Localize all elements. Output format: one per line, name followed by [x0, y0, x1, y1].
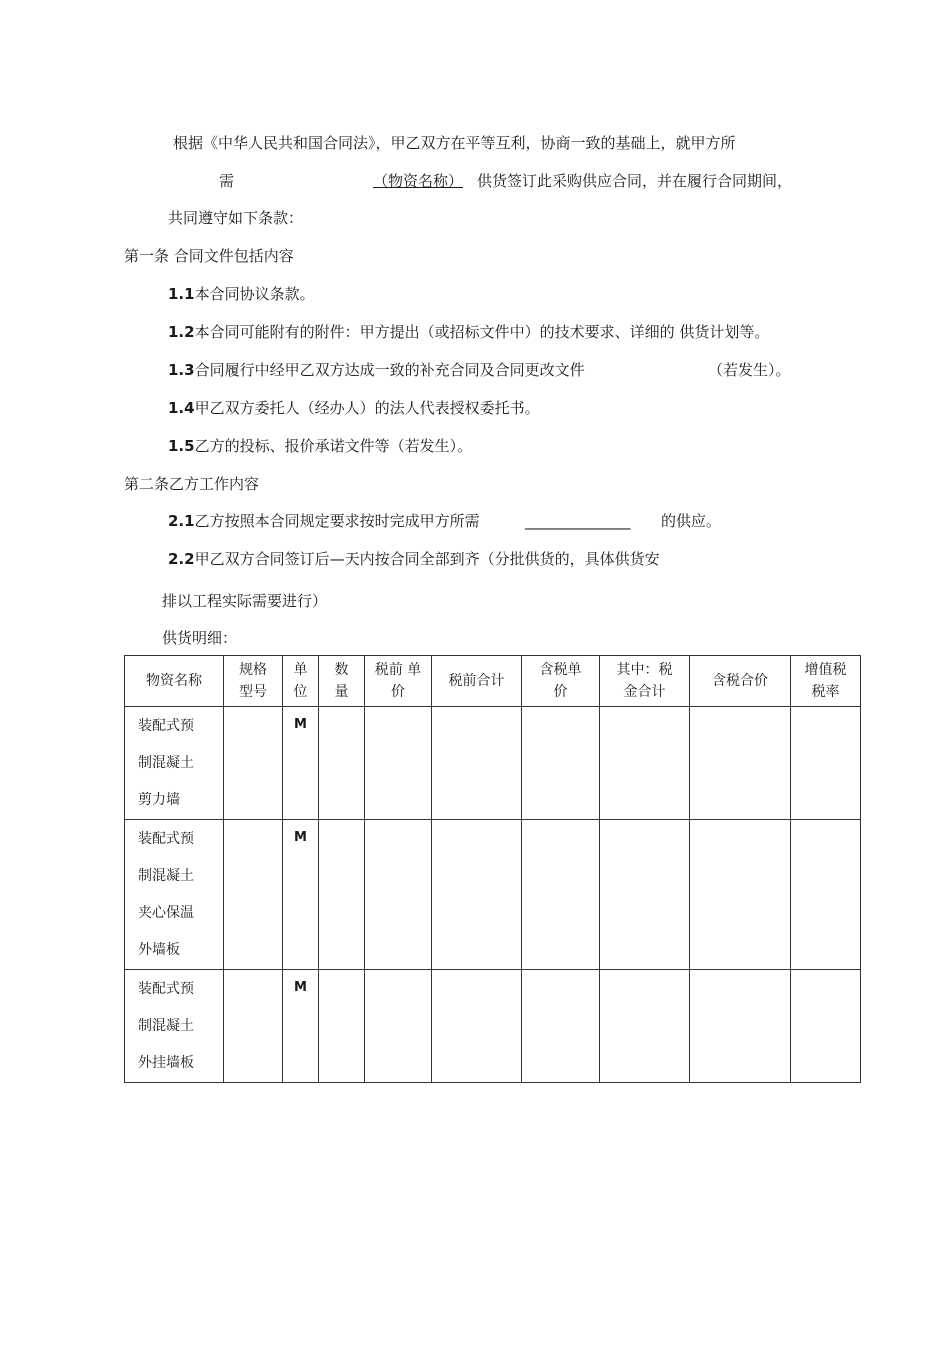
header-tax-total: 其中：税 金合计	[600, 656, 690, 707]
intro-line-1: 根据《中华人民共和国合同法》，甲乙双方在平等互利，协商一致的基础上，就甲方所	[173, 134, 736, 152]
clause-text: 本合同可能附有的附件：甲方提出（或招标文件中）的技术要求、详细的 供货计划等。	[194, 323, 770, 341]
vat-rate-cell	[791, 707, 861, 820]
header-specification: 规格 型号	[224, 656, 283, 707]
material-name-cell: 装配式预 制混凝土 外挂墙板	[125, 970, 224, 1083]
clause-2-1-tail: 的供应。	[661, 512, 722, 530]
clause-1-3	[168, 360, 585, 380]
clause-1-2	[168, 322, 769, 342]
taxed-total-cell	[690, 820, 791, 970]
clause-number: 2.2	[168, 550, 195, 568]
pretax-total-cell	[432, 820, 522, 970]
pretax-total-cell	[432, 970, 522, 1083]
table-row	[125, 820, 861, 970]
clause-1-1	[168, 284, 315, 304]
clause-number: 1.2	[168, 323, 195, 341]
intro-line-3: 共同遵守如下条款：	[168, 209, 304, 227]
material-name-cell: 装配式预 制混凝土 夹心保温 外墙板	[125, 820, 224, 970]
taxed-unit-price-cell	[522, 820, 600, 970]
header-vat-rate: 增值税 税率	[791, 656, 861, 707]
table-row	[125, 970, 861, 1083]
clause-2-2-continuation: 排以工程实际需要进行）	[162, 592, 328, 610]
supply-details-label: 供货明细：	[162, 629, 238, 647]
material-name-placeholder: （物资名称）	[373, 172, 464, 190]
header-pretax-unit-price: 税前 单 价	[365, 656, 432, 707]
clause-1-4	[168, 398, 540, 418]
unit-cell: M	[283, 820, 319, 970]
clause-2-1	[168, 511, 480, 531]
quantity-cell	[319, 970, 365, 1083]
pretax-unit-price-cell	[365, 970, 432, 1083]
pretax-unit-price-cell	[365, 707, 432, 820]
quantity-cell	[319, 707, 365, 820]
taxed-total-cell	[690, 707, 791, 820]
intro-line-2-suffix: 供货签订此采购供应合同，并在履行合同期间，	[477, 172, 793, 190]
clause-text: 乙方按照本合同规定要求按时完成甲方所需	[194, 512, 480, 530]
intro-line-2-prefix: 需	[219, 172, 235, 190]
header-quantity: 数 量	[319, 656, 365, 707]
unit-cell: M	[283, 970, 319, 1083]
article-2-title: 第二条乙方工作内容	[124, 475, 260, 493]
vat-rate-cell	[791, 970, 861, 1083]
article-1-title: 第一条 合同文件包括内容	[124, 247, 294, 265]
clause-text: 甲乙双方合同签订后—天内按合同全部到齐（分批供货的，具体供货安	[194, 550, 660, 568]
header-material-name: 物资名称	[125, 656, 224, 707]
unit-cell: M	[283, 707, 319, 820]
table-row	[125, 707, 861, 820]
clause-number: 1.4	[168, 399, 195, 417]
clause-text: 合同履行中经甲乙双方达成一致的补充合同及合同更改文件	[194, 361, 585, 379]
tax-total-cell	[600, 970, 690, 1083]
vat-rate-cell	[791, 820, 861, 970]
header-pretax-total: 税前合计	[432, 656, 522, 707]
table-header-row	[125, 656, 861, 707]
header-unit: 单 位	[283, 656, 319, 707]
taxed-total-cell	[690, 970, 791, 1083]
pretax-unit-price-cell	[365, 820, 432, 970]
spec-cell	[224, 970, 283, 1083]
material-name-cell: 装配式预 制混凝土 剪力墙	[125, 707, 224, 820]
clause-text: 乙方的投标、报价承诺文件等（若发生）。	[194, 437, 473, 455]
clause-1-5	[168, 436, 472, 456]
header-taxed-total: 含税合价	[690, 656, 791, 707]
clause-number: 1.5	[168, 437, 195, 455]
pretax-total-cell	[432, 707, 522, 820]
supply-item-blank: _______________	[525, 512, 630, 530]
spec-cell	[224, 707, 283, 820]
tax-total-cell	[600, 707, 690, 820]
taxed-unit-price-cell	[522, 970, 600, 1083]
taxed-unit-price-cell	[522, 707, 600, 820]
spec-cell	[224, 820, 283, 970]
clause-number: 1.1	[168, 285, 195, 303]
clause-number: 2.1	[168, 512, 195, 530]
tax-total-cell	[600, 820, 690, 970]
clause-text: 本合同协议条款。	[194, 285, 315, 303]
clause-2-2	[168, 549, 660, 569]
supply-details-table	[124, 655, 861, 1083]
clause-text: 甲乙双方委托人（经办人）的法人代表授权委托书。	[194, 399, 540, 417]
quantity-cell	[319, 820, 365, 970]
clause-1-3-tail: （若发生）。	[708, 361, 791, 379]
clause-number: 1.3	[168, 361, 195, 379]
header-taxed-unit-price: 含税单 价	[522, 656, 600, 707]
